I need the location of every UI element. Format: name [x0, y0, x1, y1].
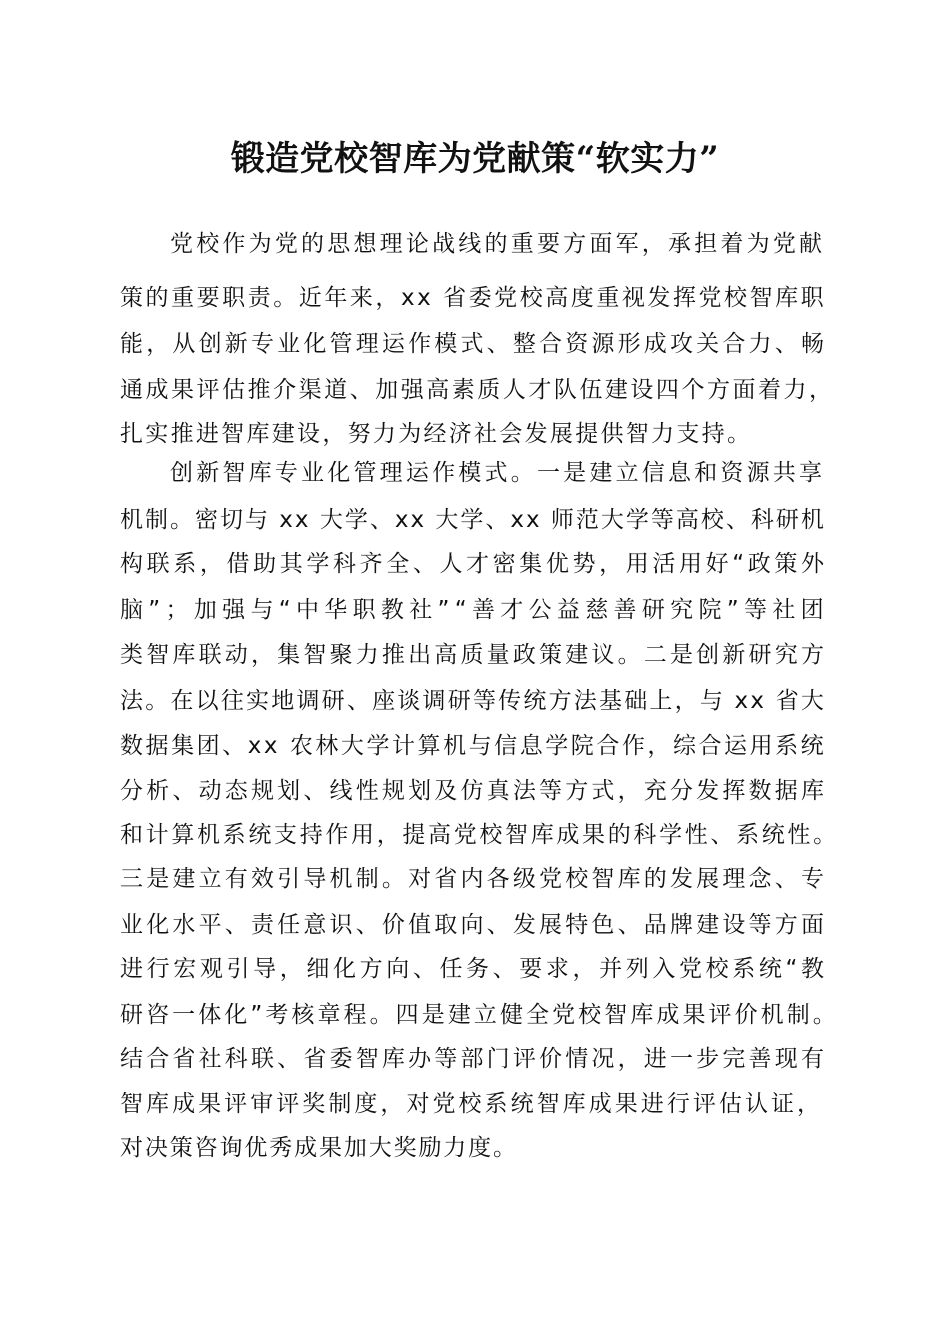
paragraph-line: 通成果评估推介渠道、加强高素质人才队伍建设四个方面着力， — [120, 377, 835, 403]
paragraph-line: 业化水平、责任意识、价值取向、发展特色、品牌建设等方面 — [120, 912, 828, 938]
paragraph-line: 智库成果评审评奖制度，对党校系统智库成果进行评估认证， — [120, 1091, 824, 1117]
paragraph-line: 机制。密切与 xx 大学、xx 大学、xx 师范大学等高校、科研机 — [120, 507, 826, 533]
paragraph-line: 扎实推进智库建设，努力为经济社会发展提供智力支持。 — [120, 421, 753, 447]
paragraph-line: 数据集团、xx 农林大学计算机与信息学院合作，综合运用系统 — [120, 733, 827, 759]
paragraph-line: 类智库联动，集智聚力推出高质量政策建议。二是创新研究方 — [120, 642, 828, 668]
paragraph-line: 构联系，借助其学科齐全、人才密集优势，用活用好“政策外 — [120, 551, 828, 577]
paragraph-line: 策的重要职责。近年来，xx 省委党校高度重视发挥党校智库职 — [120, 285, 827, 311]
paragraph-line: 和计算机系统支持作用，提高党校智库成果的科学性、系统性。 — [120, 822, 839, 848]
paragraph-line: 法。在以往实地调研、座谈调研等传统方法基础上，与 xx 省大 — [120, 688, 827, 714]
paragraph-line: 党校作为党的思想理论战线的重要方面军，承担着为党献 — [170, 231, 826, 257]
document-title: 锻造党校智库为党献策“软实力” — [230, 139, 720, 179]
paragraph-line: 分析、动态规划、线性规划及仿真法等方式，充分发挥数据库 — [120, 778, 828, 804]
paragraph-line: 三是建立有效引导机制。对省内各级党校智库的发展理念、专 — [120, 866, 828, 892]
paragraph-line: 对决策咨询优秀成果加大奖励力度。 — [120, 1135, 518, 1161]
paragraph-line: 进行宏观引导，细化方向、任务、要求，并列入党校系统“教 — [120, 956, 828, 982]
paragraph-line: 创新智库专业化管理运作模式。一是建立信息和资源共享 — [170, 460, 826, 486]
paragraph-line: 脑”；加强与“中华职教社”“善才公益慈善研究院”等社团 — [120, 597, 829, 623]
paragraph-line: 结合省社科联、省委智库办等部门评价情况，进一步完善现有 — [120, 1046, 828, 1072]
paragraph-line: 能，从创新专业化管理运作模式、整合资源形成攻关合力、畅 — [120, 331, 828, 357]
paragraph-line: 研咨一体化”考核章程。四是建立健全党校智库成果评价机制。 — [120, 1002, 839, 1028]
